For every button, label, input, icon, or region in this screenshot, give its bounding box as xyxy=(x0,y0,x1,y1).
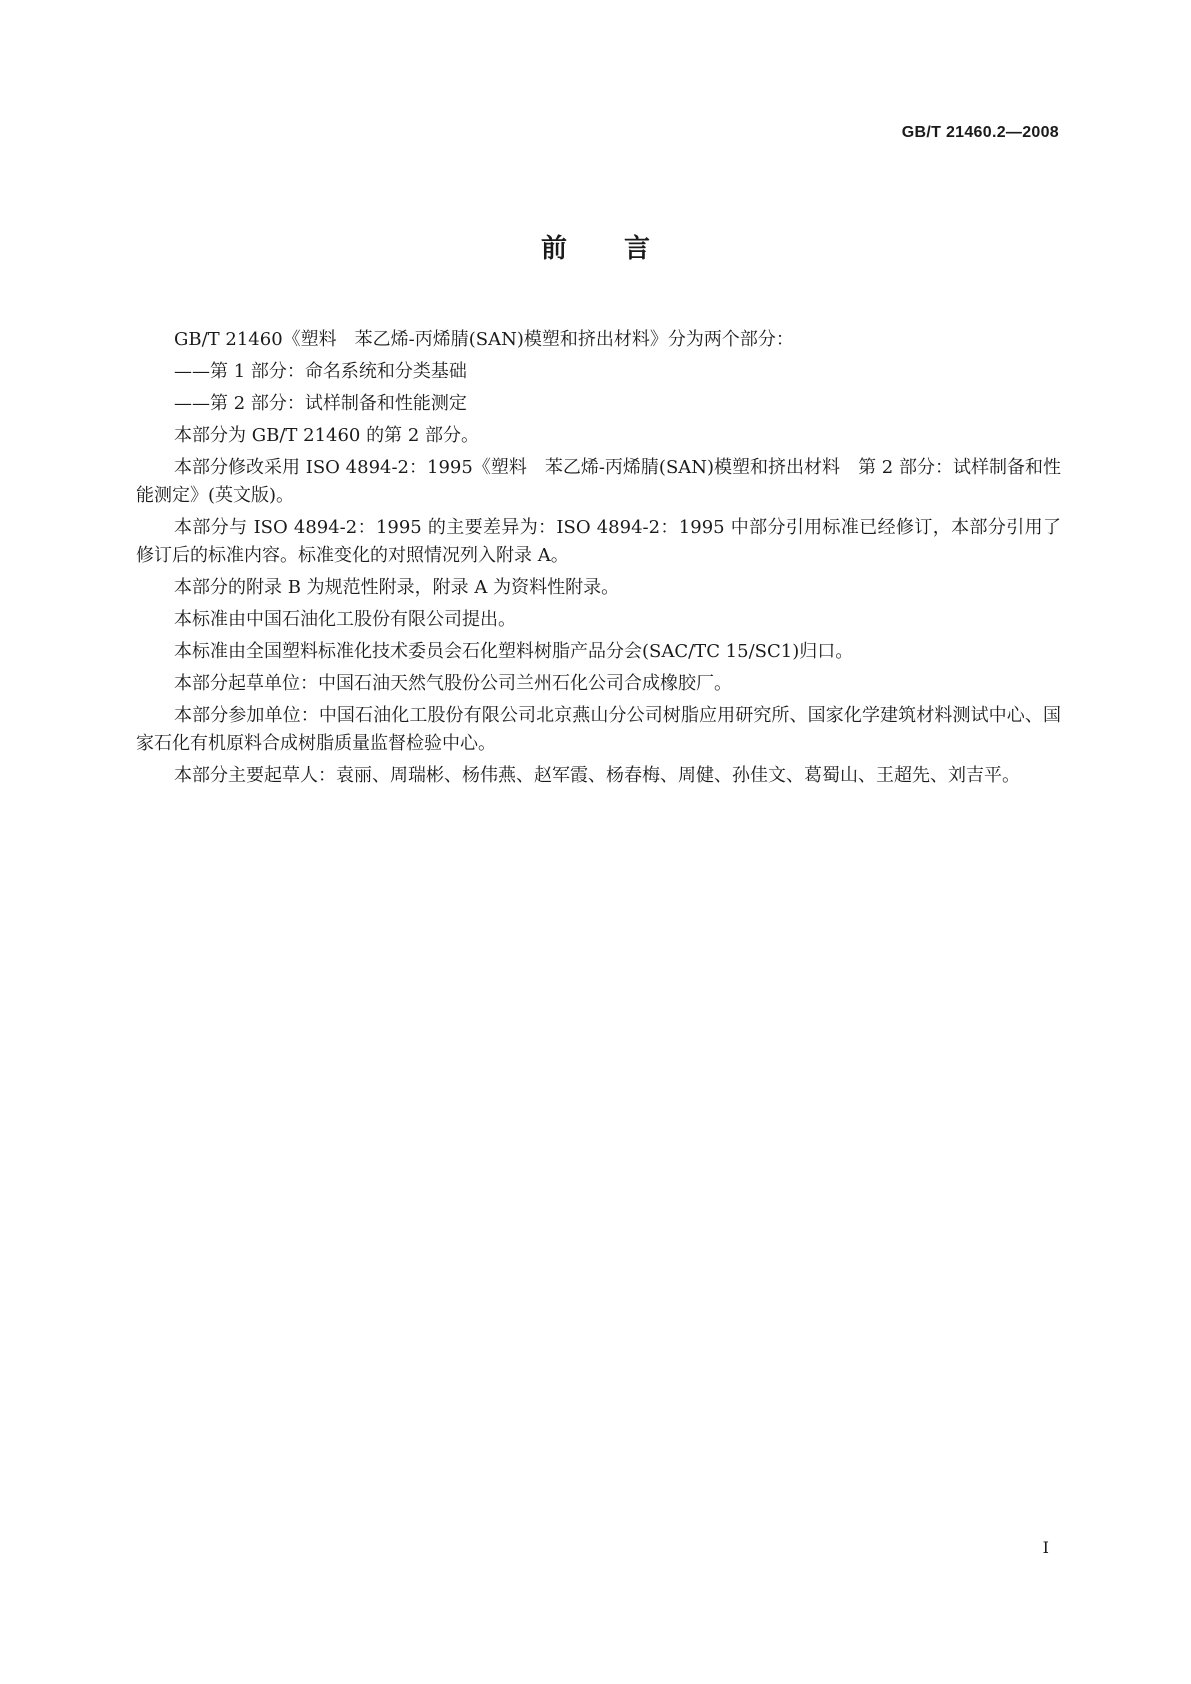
paragraph-differences: 本部分与 ISO 4894-2：1995 的主要差异为：ISO 4894-2：1995 中部分引用标准已经修订，本部分引用了修订后的标准内容。标准变化的对照情况列入附录 A。 xyxy=(136,517,1061,566)
paragraph-annexes: 本部分的附录 B 为规范性附录，附录 A 为资料性附录。 xyxy=(174,577,620,598)
paragraph-intro: GB/T 21460《塑料 苯乙烯-丙烯腈(SAN)模塑和挤出材料》分为两个部分： xyxy=(174,329,794,350)
paragraph-committee: 本标准由全国塑料标准化技术委员会石化塑料树脂产品分会(SAC/TC 15/SC1)归口。 xyxy=(174,641,854,662)
paragraph-proposer: 本标准由中国石油化工股份有限公司提出。 xyxy=(174,609,516,630)
paragraph-drafting-unit: 本部分起草单位：中国石油天然气股份公司兰州石化公司合成橡胶厂。 xyxy=(174,673,732,694)
paragraph-part1: ——第 1 部分：命名系统和分类基础 xyxy=(174,361,467,382)
paragraph-adoption: 本部分修改采用 ISO 4894-2：1995《塑料 苯乙烯-丙烯腈(SAN)模塑和挤出材料 第 2 部分：试样制备和性能测定》(英文版)。 xyxy=(136,457,1061,506)
paragraph-participating-units: 本部分参加单位：中国石油化工股份有限公司北京燕山分公司树脂应用研究所、国家化学建筑材料测试中心、国家石化有机原料合成树脂质量监督检验中心。 xyxy=(136,705,1061,754)
page-number: I xyxy=(1042,1538,1049,1557)
paragraph-drafters: 本部分主要起草人：袁丽、周瑞彬、杨伟燕、赵军霞、杨春梅、周健、孙佳文、葛蜀山、王超先、刘吉平。 xyxy=(174,765,1020,786)
document-code: GB/T 21460.2—2008 xyxy=(901,124,1059,141)
paragraph-part2: ——第 2 部分：试样制备和性能测定 xyxy=(174,393,467,414)
paragraph-scope: 本部分为 GB/T 21460 的第 2 部分。 xyxy=(174,425,479,446)
page-title: 前 言 xyxy=(540,234,651,264)
foreword-body xyxy=(136,326,1061,794)
